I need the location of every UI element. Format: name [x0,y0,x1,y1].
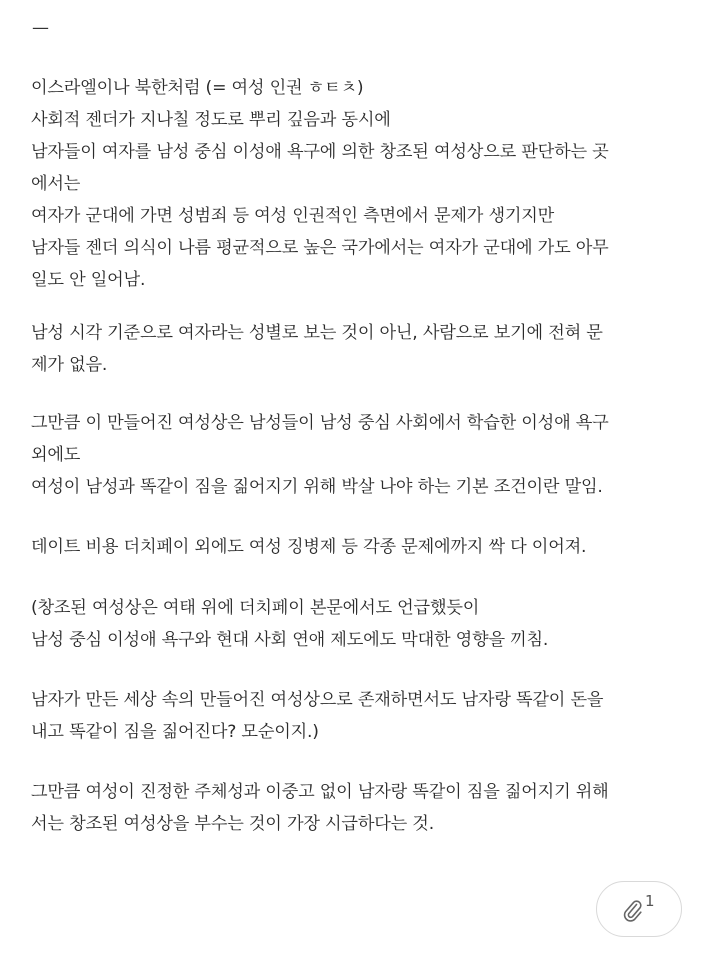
paragraph-1 [31,72,691,296]
text-line: 이스라엘이나 북한처럼 (= 여성 인권 ㅎㅌㅊ) [31,78,364,98]
text-line: 외에도 [31,445,81,465]
text-line: 에서는 [31,174,81,194]
text-line: 남성 시각 기준으로 여자라는 성별로 보는 것이 아닌, 사람으로 보기에 전혀 문 [31,323,603,343]
text-line: 남자가 만든 세상 속의 만들어진 여성상으로 존재하면서도 남자랑 똑같이 돈을 [31,690,604,710]
text-line: 남성 중심 이성애 욕구와 현대 사회 연애 제도에도 막대한 영향을 끼침. [31,630,549,650]
text-line: 남자들 젠더 의식이 나름 평균적으로 높은 국가에서는 여자가 군대에 가도 아무 [31,238,609,258]
text-line: 일도 안 일어남. [31,270,146,290]
text-line: 남자들이 여자를 남성 중심 이성애 욕구에 의한 창조된 여성상으로 판단하는 곳 [31,142,609,162]
text-line: 여자가 군대에 가면 성범죄 등 여성 인권적인 측면에서 문제가 생기지만 [31,206,555,226]
text-line: 여성이 남성과 똑같이 짐을 짊어지기 위해 박살 나야 하는 기본 조건이란 말임. [31,477,603,497]
text-line: 제가 없음. [31,355,108,375]
text-line: 서는 창조된 여성상을 부수는 것이 가장 시급하다는 것. [31,814,434,834]
attachment-button[interactable] [596,881,682,937]
paragraph-7 [31,776,691,840]
separator-dash: — [32,18,49,38]
text-line: 데이트 비용 더치페이 외에도 여성 징병제 등 각종 문제에까지 싹 다 이어져. [31,537,587,557]
paragraph-4 [31,531,691,563]
text-line: (창조된 여성상은 여태 위에 더치페이 본문에서도 언급했듯이 [31,598,480,618]
text-line: 내고 똑같이 짐을 짊어진다? 모순이지.) [31,722,319,742]
paragraph-3 [31,407,691,503]
paragraph-2 [31,317,691,381]
text-line: 그만큼 여성이 진정한 주체성과 이중고 없이 남자랑 똑같이 짐을 짊어지기 위해 [31,782,609,802]
text-line: 그만큼 이 만들어진 여성상은 남성들이 남성 중심 사회에서 학습한 이성애 욕구 [31,413,609,433]
paragraph-6 [31,684,691,748]
paragraph-5 [31,592,691,656]
text-line: 사회적 젠더가 지나칠 정도로 뿌리 깊음과 동시에 [31,110,391,130]
attachment-count: 1 [645,892,655,910]
paperclip-icon [621,898,643,922]
